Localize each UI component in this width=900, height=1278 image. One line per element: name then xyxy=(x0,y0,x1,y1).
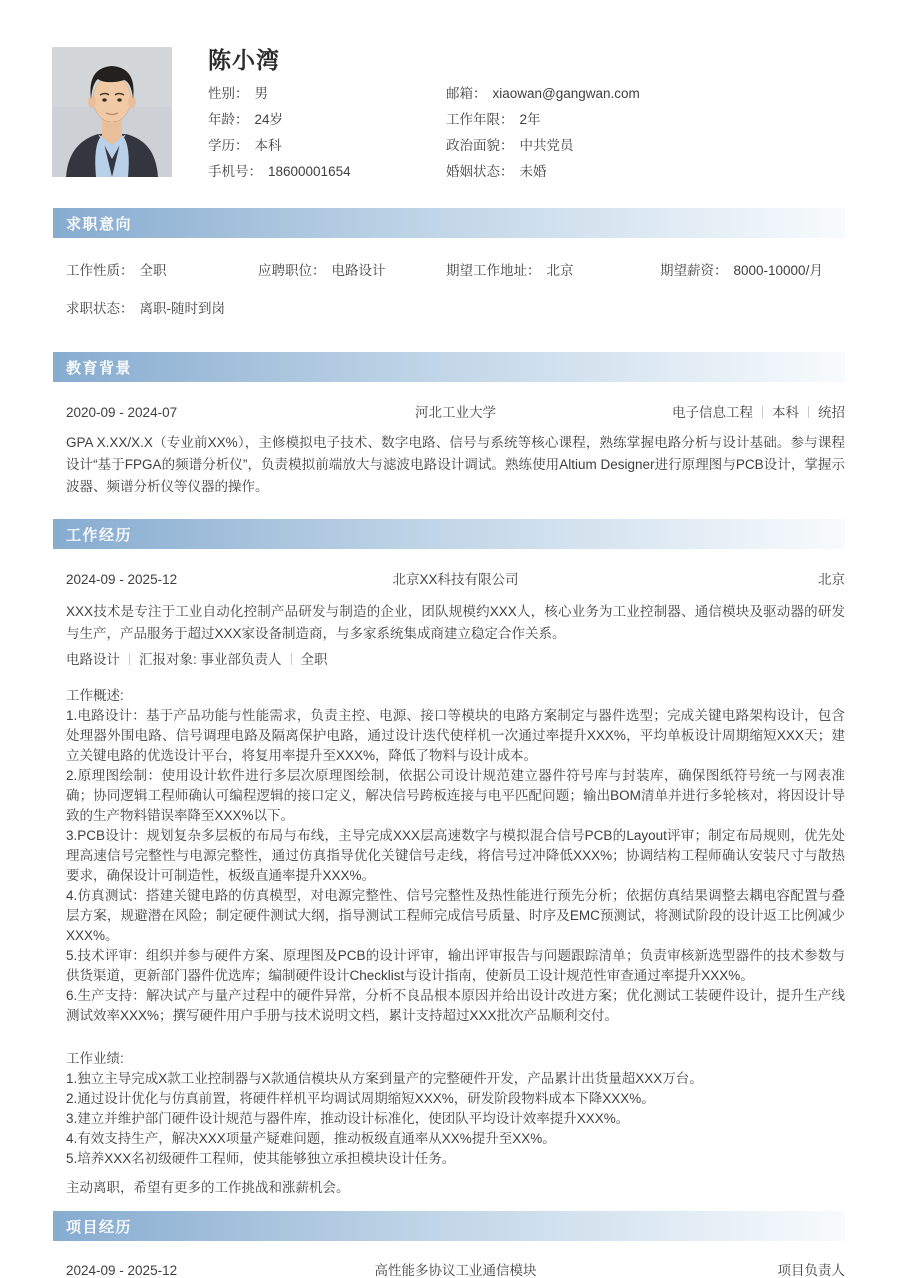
section-title: 教育背景 xyxy=(66,359,133,377)
candidate-name: 陈小湾 xyxy=(208,47,280,73)
field-target-position: 应聘职位： 电路设计 xyxy=(258,263,386,278)
education-period: 2020-09 - 2024-07 xyxy=(66,405,178,420)
section-job-intent xyxy=(53,208,845,316)
company-intro: XXX技术是专注于工业自动化控制产品研发与制造的企业，团队规模约XXX人，核心业务为工业控制器、通信模块及驱动器的研发与生产，产品服务于超过XXX家设备制造商，与多家系统集成商建立稳定合作关系。 xyxy=(66,604,845,641)
company-name: 北京XX科技有限公司 xyxy=(392,572,519,587)
report-to: 汇报对象: 事业部负责人 xyxy=(139,652,282,667)
work-location: 北京 xyxy=(818,572,845,587)
work-achievement-item: 4.有效支持生产，解决XXX项量产疑难问题，推动板级直通率从XX%提升至XX%。 xyxy=(66,1131,556,1146)
info-field-marital-status: 婚姻状态： 未婚 xyxy=(446,164,547,179)
school-name: 河北工业大学 xyxy=(415,405,496,420)
separator xyxy=(762,406,763,418)
separator xyxy=(129,653,130,665)
section-education xyxy=(53,352,845,498)
work-achievement-title: 工作业绩: xyxy=(66,1051,124,1066)
section-project-experience xyxy=(53,1211,845,1278)
project-name: 高性能多协议工业通信模块 xyxy=(374,1263,537,1278)
enroll-type: 统招 xyxy=(818,405,845,420)
section-title: 求职意向 xyxy=(66,215,133,233)
section-header-project-experience xyxy=(53,1211,845,1241)
work-meta-row xyxy=(53,572,845,587)
section-title: 项目经历 xyxy=(66,1218,133,1236)
work-achievement-item: 3.建立并维护部门硬件设计规范与器件库，推动设计标准化，使团队平均设计效率提升XXX%。 xyxy=(66,1111,630,1126)
section-header-education xyxy=(53,352,845,382)
separator xyxy=(291,653,292,665)
work-overview-title: 工作概述: xyxy=(66,688,124,703)
work-overview-item: 2.原理图绘制：使用设计软件进行多层次原理图绘制，依据公司设计规范建立器件符号库与封装库，确保图纸符号统一与网表准确；协同逻辑工程师确认可编程逻辑的接口定义，解决信号跨板连接与电平匹配问题；输出BOM清单并进行多轮核对，将因设计导致的生产物料错误率降至XXX%以下。 xyxy=(66,768,845,823)
leave-reason: 主动离职，希望有更多的工作挑战和涨薪机会。 xyxy=(66,1180,350,1195)
field-expected-salary: 期望薪资： 8000-10000/月 xyxy=(660,263,823,278)
project-role: 项目负责人 xyxy=(777,1263,845,1278)
job-intent-row-2 xyxy=(53,301,845,316)
info-field-gender: 性别： 男 xyxy=(208,86,268,101)
info-field-political-status: 政治面貌： 中共党员 xyxy=(446,138,574,153)
job-type: 全职 xyxy=(300,652,328,667)
section-title: 工作经历 xyxy=(66,526,133,544)
work-overview-block xyxy=(53,686,845,1198)
work-achievement-item: 1.独立主导完成X款工业控制器与X款通信模块从方案到量产的完整硬件开发，产品累计出货量超XXX万台。 xyxy=(66,1071,703,1086)
work-period: 2024-09 - 2025-12 xyxy=(66,572,178,587)
major: 电子信息工程 xyxy=(672,405,753,420)
info-field-email: 邮箱： xiaowan@gangwan.com xyxy=(446,86,640,101)
work-overview-item: 1.电路设计：基于产品功能与性能需求，负责主控、电源、接口等模块的电路方案制定与器件选型；完成关键电路架构设计，包含处理器外围电路、信号调理电路及隔离保护电路，通过设计迭代使样机一次通过率提升XXX%，平均单板设计周期缩短XXX天；建立关键电路的优选设计平台，将复用率提升至XXX%，降低了物料与设计成本。 xyxy=(66,708,845,763)
work-achievement-item: 2.通过设计优化与仿真前置，将硬件样机平均调试周期缩短XXX%，研发阶段物料成本下降XXX%。 xyxy=(66,1091,655,1106)
education-meta-row xyxy=(53,405,845,420)
project-period: 2024-09 - 2025-12 xyxy=(66,1263,178,1278)
field-target-location: 期望工作地址： 北京 xyxy=(446,263,574,278)
position-title: 电路设计 xyxy=(66,652,120,667)
person-portrait-icon xyxy=(52,47,172,177)
work-overview-item: 5.技术评审：组织并参与硬件方案、原理图及PCB的设计评审，输出评审报告与问题跟踪清单；负责审核新选型器件的技术参数与供货渠道，更新部门器件优选库；编制硬件设计Checklist与设计指南，使新员工设计规范性审查通过率提升XXX%。 xyxy=(66,948,845,983)
degree: 本科 xyxy=(772,405,799,420)
project-meta-row xyxy=(53,1263,845,1278)
section-header-job-intent xyxy=(53,208,845,238)
section-header-work-experience xyxy=(53,519,845,549)
info-field-degree: 学历： 本科 xyxy=(208,138,282,153)
info-field-experience-years: 工作年限： 2年 xyxy=(446,112,541,127)
education-degree-group xyxy=(602,405,845,420)
field-job-status: 求职状态： 离职-随时到岗 xyxy=(66,301,225,316)
work-overview-item: 3.PCB设计：规划复杂多层板的布局与布线，主导完成XXX层高速数字与模拟混合信号PCB的Layout评审；制定布局规则，优先处理高速信号完整性与电源完整性，通过仿真指导优化关键信号走线，将信号过冲降低XXX%；协调结构工程师确认安装尺寸与散热要求，确保设计可制造性，板级直通率提升XXX%。 xyxy=(66,828,845,883)
profile-info-grid xyxy=(208,86,848,190)
profile-photo xyxy=(52,47,172,177)
job-intent-row-1 xyxy=(53,263,845,278)
profile-header xyxy=(0,0,900,208)
info-field-phone: 手机号： 18600001654 xyxy=(208,164,351,179)
work-achievement-item: 5.培养XXX名初级硬件工程师，使其能够独立承担模块设计任务。 xyxy=(66,1151,456,1166)
info-field-age: 年龄： 24岁 xyxy=(208,112,284,127)
work-overview-item: 6.生产支持：解决试产与量产过程中的硬件异常，分析不良品根本原因并给出设计改进方案；优化测试工装硬件设计，提升生产线测试效率XXX%；撰写硬件用户手册与技术说明文档，累计支持超过XXX批次产品顺利交付。 xyxy=(66,988,845,1023)
resume-body xyxy=(53,208,845,1198)
separator xyxy=(808,406,809,418)
work-role-row xyxy=(53,652,845,667)
field-job-nature: 工作性质： 全职 xyxy=(66,263,167,278)
work-overview-item: 4.仿真测试：搭建关键电路的仿真模型，对电源完整性、信号完整性及热性能进行预先分析；依据仿真结果调整去耦电容配置与叠层方案，规避潜在风险；制定硬件测试大纲，指导测试工程师完成信号质量、时序及EMC预测试，将测试阶段的设计返工比例减少XXX%。 xyxy=(66,888,845,943)
section-work-experience xyxy=(53,519,845,1198)
education-description: GPA X.XX/X.X（专业前XX%），主修模拟电子技术、数字电路、信号与系统等核心课程，熟练掌握电路分析与设计基础。参与课程设计“基于FPGA的频谱分析仪”，负责模拟前端放大与滤波电路设计调试。熟练使用Altium Designer进行原理图与PCB设计，掌握示波器、频谱分析仪等仪器的操作。 xyxy=(66,435,845,494)
